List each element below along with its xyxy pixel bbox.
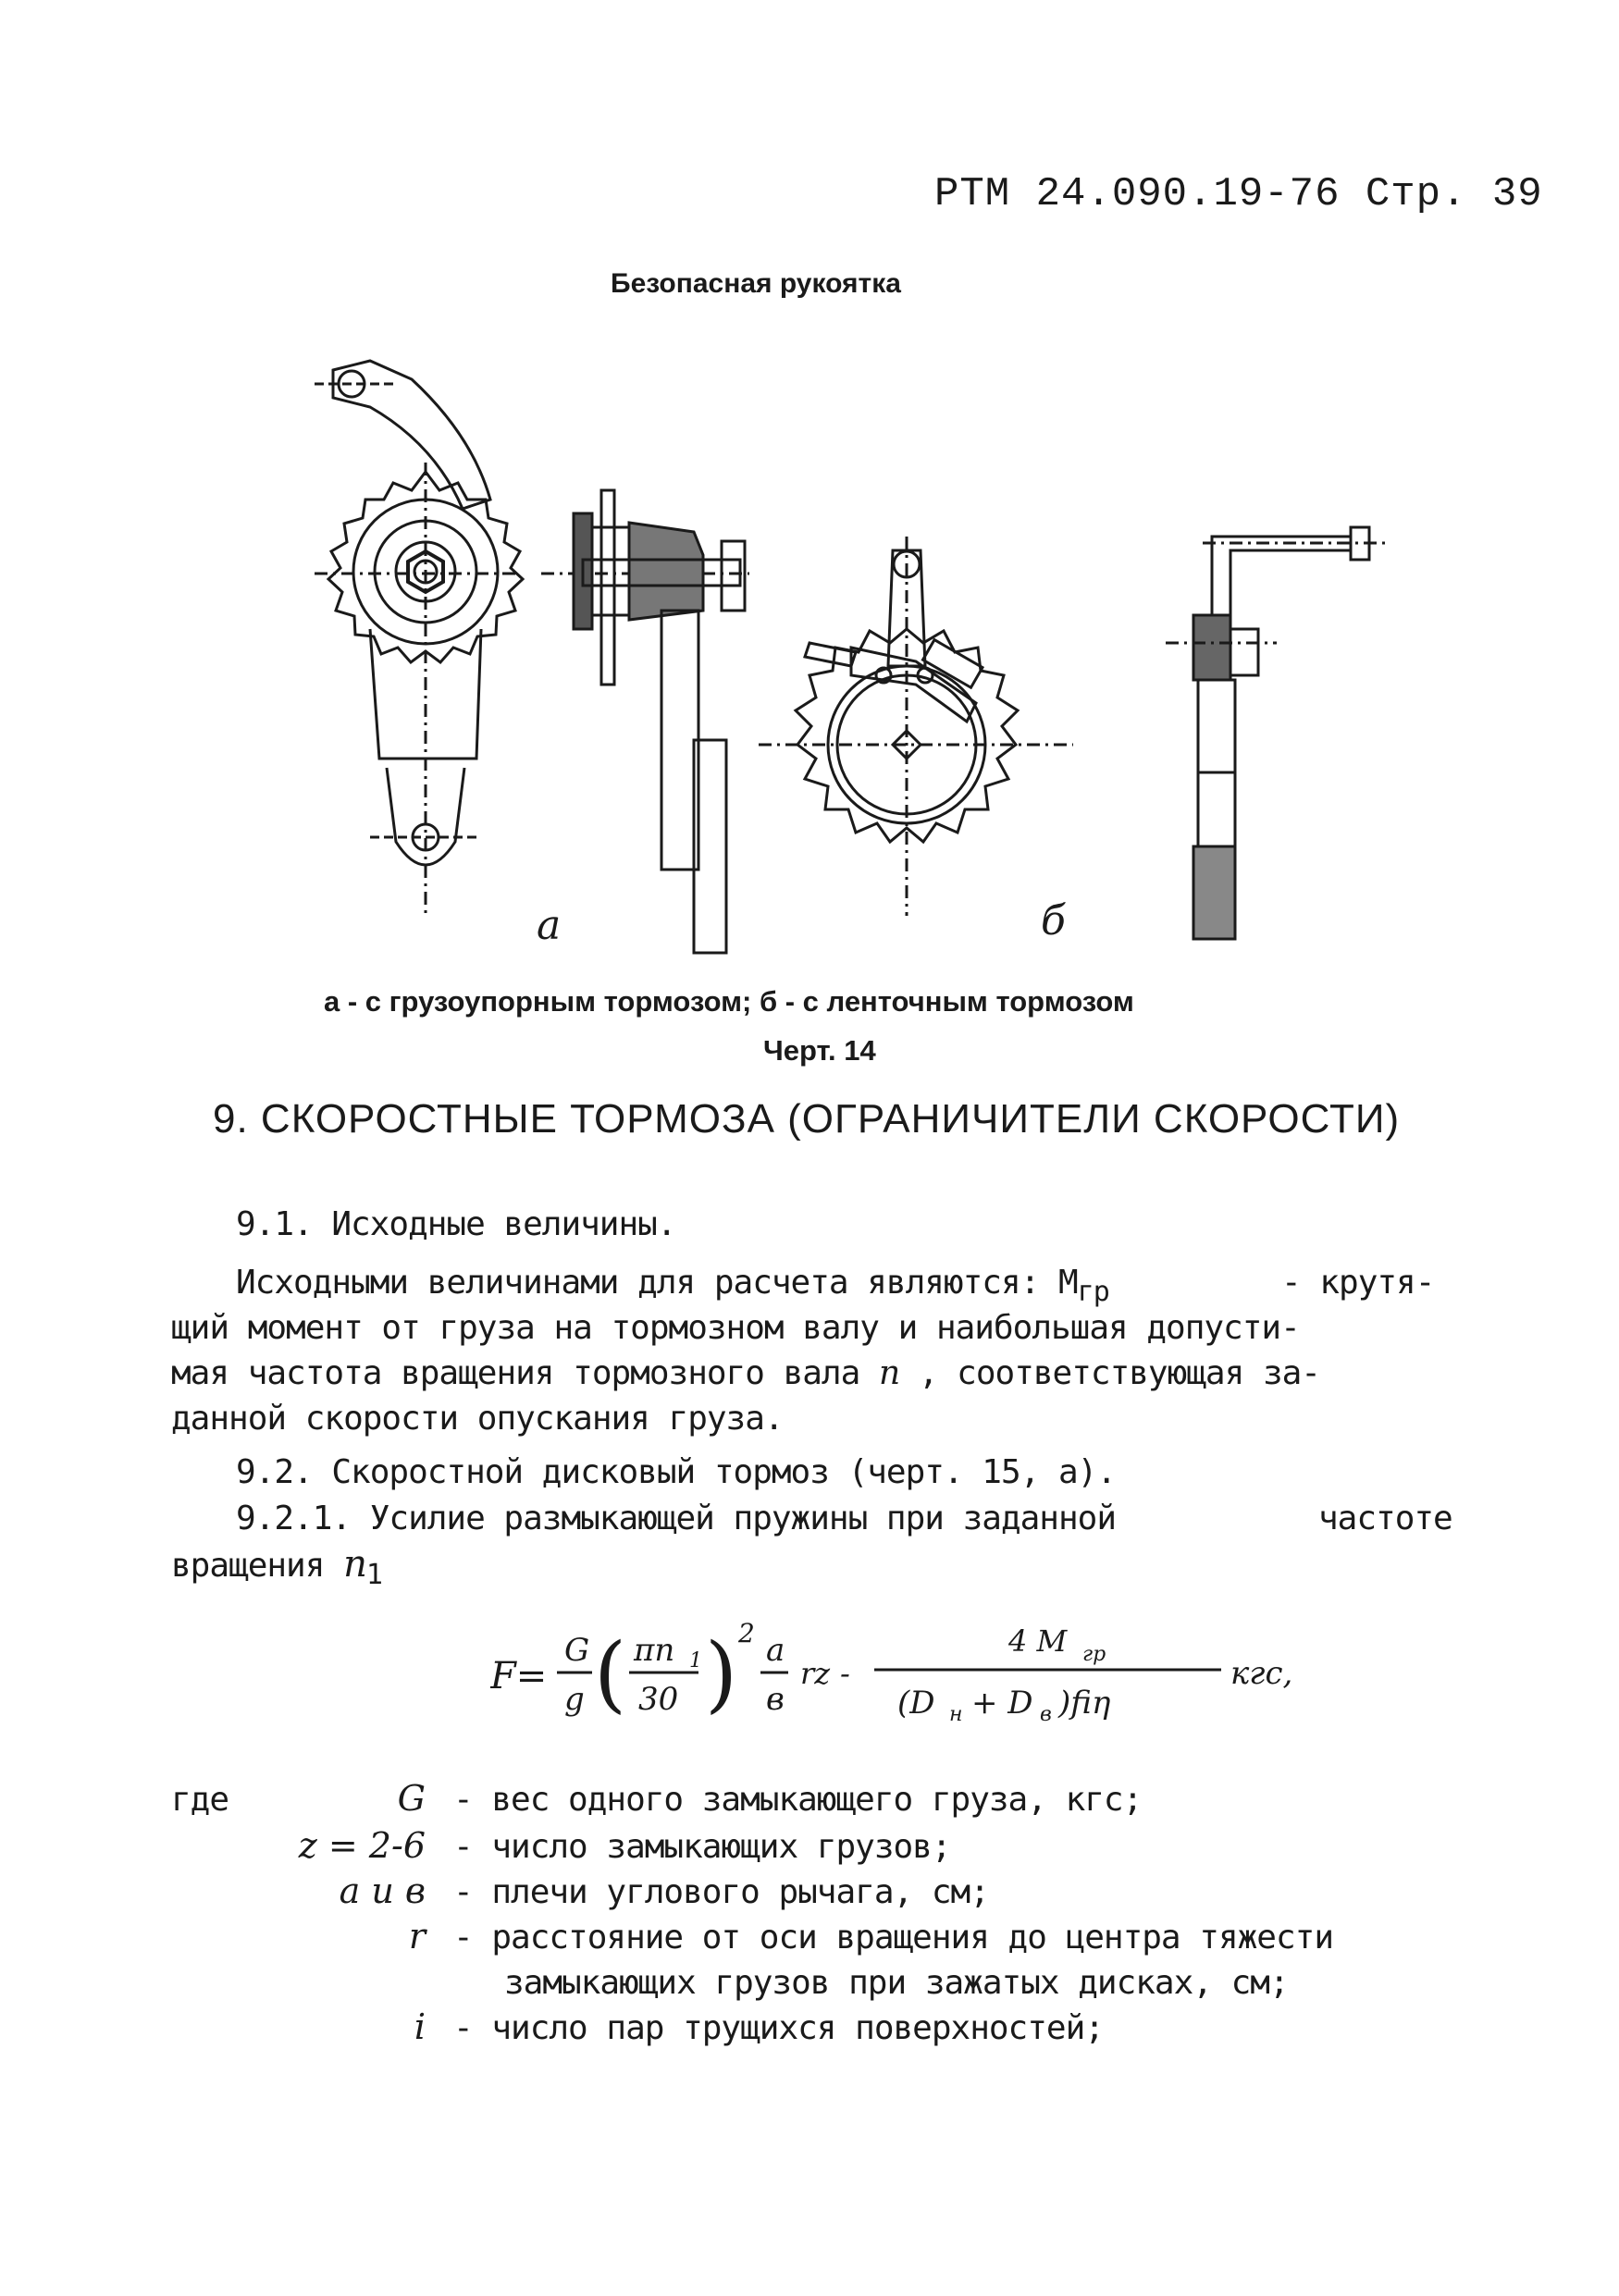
formula-den-v: в [1040, 1703, 1052, 1726]
figure-label-b: б [1041, 897, 1066, 944]
paragraph-9-2-1-line2 [171, 1542, 382, 1598]
def-text: - расстояние от оси вращения до центра тяжести [453, 1919, 1333, 1957]
def-text: замыкающих грузов при зажатых дисках, см; [504, 1964, 1289, 2002]
def-text: - число замыкающих грузов; [453, 1828, 951, 1866]
paragraph-9-1-line4: данной скорости опускания груза. [171, 1400, 784, 1438]
figure-title: Безопасная рукоятка [611, 268, 901, 299]
formula-G: G [564, 1632, 590, 1669]
svg-text:): ) [705, 1625, 738, 1722]
drawing-a-side [541, 490, 749, 953]
paragraph-9-1-line1-end: - крутя- [1281, 1264, 1435, 1302]
paragraph-9-2-1-line1: 9.2.1. Усилие размыкающей пружины при заданной [236, 1500, 1116, 1537]
paragraph-9-1-line2: щий момент от груза на тормозном валу и наибольшая допусти- [171, 1309, 1300, 1347]
formula-pin-sub: 1 [689, 1649, 702, 1673]
formula [490, 1610, 1323, 1739]
formula-den-end: )fiη [1058, 1685, 1111, 1722]
text: вращения [171, 1547, 325, 1585]
formula-den-plus: + D [971, 1685, 1033, 1722]
section-heading: 9. СКОРОСТНЫЕ ТОРМОЗА (ОГРАНИЧИТЕЛИ СКОРОСТИ) [213, 1096, 1401, 1142]
formula-unit: кгс, [1230, 1655, 1293, 1692]
formula-a: a [766, 1632, 785, 1669]
svg-text:(: ( [594, 1625, 627, 1722]
formula-numerator: 4 M [1008, 1623, 1068, 1659]
drawing-b-side [1166, 527, 1388, 939]
where-label: где [171, 1781, 229, 1819]
formula-den-open: (D [897, 1685, 935, 1722]
figure-drawing [278, 333, 1434, 962]
formula-den-h: н [949, 1703, 963, 1726]
def-symbol: i [414, 2006, 426, 2047]
def-text: - вес одного замыкающего груза, кгс; [453, 1781, 1143, 1819]
formula-rz: rz [800, 1656, 831, 1691]
figure-caption: а - с грузоупорным тормозом; б - с ленточным тормозом [324, 985, 1134, 1018]
formula-g: g [564, 1681, 585, 1718]
symbol-n: n [343, 1543, 366, 1586]
text: , соответствующая за- [918, 1354, 1320, 1392]
subscript: гр [1077, 1276, 1109, 1309]
symbol-n: n [878, 1354, 900, 1392]
def-text: - число пар трущихся поверхностей; [453, 2009, 1104, 2047]
text: Исходными величинами для расчета являются: М [236, 1264, 1078, 1302]
formula-b: в [766, 1681, 785, 1718]
drawing-a-front [315, 361, 523, 916]
drawing-b-front [759, 537, 1073, 916]
page-header: РТМ 24.090.19-76 Стр. 39 [934, 171, 1543, 217]
text: мая частота вращения тормозного вала [171, 1354, 860, 1392]
def-symbol: G [397, 1778, 426, 1819]
paragraph-9-2-1-line1-end: частоте [1318, 1500, 1452, 1537]
figure-number: Черт. 14 [763, 1034, 876, 1067]
def-symbol: a и в [339, 1870, 426, 1911]
paragraph-9-2: 9.2. Скоростной дисковый тормоз (черт. 15, а). [236, 1453, 1116, 1491]
formula-power: 2 [738, 1618, 755, 1648]
def-symbol: z = 2-6 [298, 1825, 426, 1866]
figure-label-a: а [537, 902, 562, 949]
formula-numerator-sub: гр [1082, 1643, 1106, 1666]
def-symbol: r [408, 1916, 426, 1957]
paragraph-9-1-line3 [171, 1352, 1320, 1396]
formula-minus: - [840, 1656, 850, 1691]
formula-pin: πn [634, 1632, 675, 1669]
formula-lhs: F= [490, 1655, 548, 1697]
formula-thirty: 30 [638, 1681, 679, 1718]
subscript: 1 [365, 1559, 382, 1592]
def-text: - плечи углового рычага, см; [453, 1873, 989, 1911]
paragraph-9-1: 9.1. Исходные величины. [236, 1205, 676, 1243]
